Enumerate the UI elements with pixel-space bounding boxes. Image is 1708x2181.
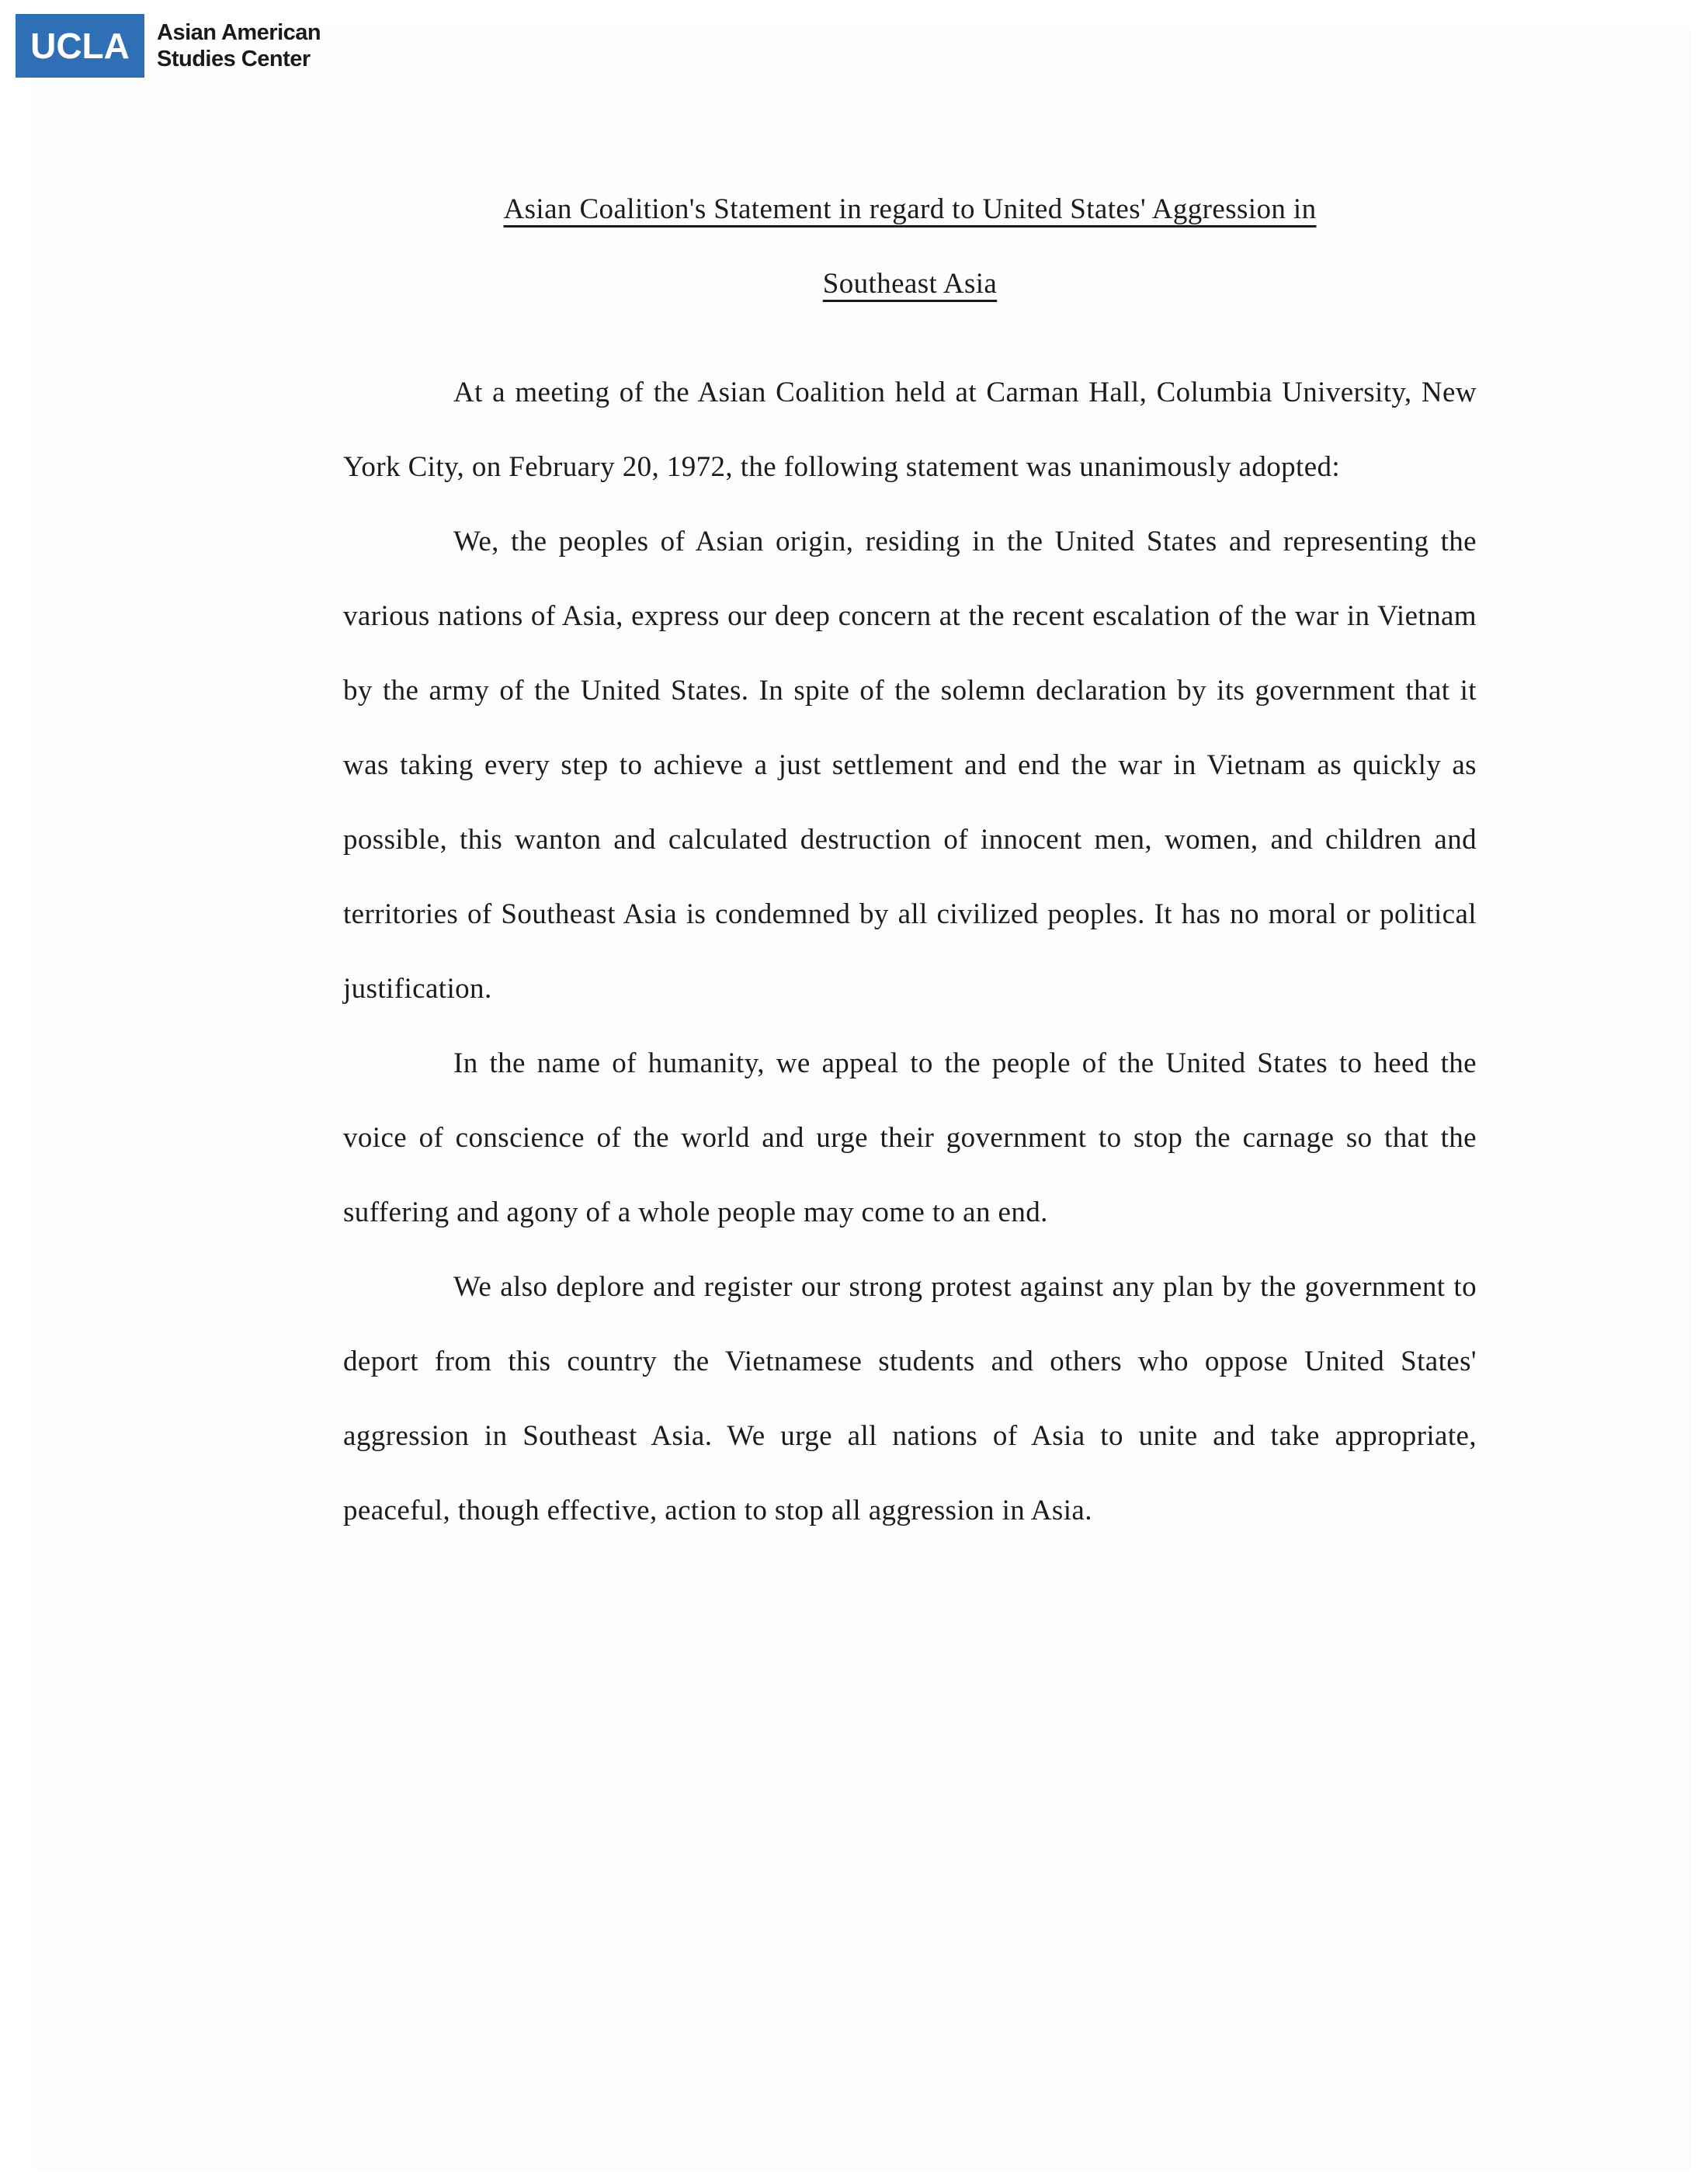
logo-line-2: Studies Center — [157, 47, 311, 71]
ucla-aasc-logo — [16, 14, 321, 78]
logo-wordmark — [157, 19, 321, 72]
paragraph-1: At a meeting of the Asian Coalition held at Carman Hall, Columbia University, New York City, on February 20, 1972, the following statement was unanimously adopted: — [343, 377, 1477, 483]
typed-statement — [343, 172, 1477, 1548]
statement-body — [343, 356, 1477, 1548]
logo-line-1: Asian American — [157, 20, 321, 45]
paragraph-2: We, the peoples of Asian origin, residing in the United States and representing the various nations of Asia, express our deep concern at the recent escalation of the war in Vietnam by the army of the United States. In spite of the solemn declaration by its government that it was taking every step to achieve a just settlement and end the war in Vietnam as quickly as possible, this wanton and calculated destruction of innocent men, women, and children and territories of Southeast Asia is condemned by all civilized peoples. It has no moral or political justification. — [343, 526, 1477, 1005]
title-line-1: Asian Coalition's Statement in regard to United States' Aggression in — [503, 193, 1317, 225]
document-title — [343, 172, 1477, 321]
paragraph-4: We also deplore and register our strong protest against any plan by the government to deport from this country the Vietnamese students and others who oppose United States' aggression in Southeast Asia. We urge all nations of Asia to unite and take appropriate, peaceful, though effective, action to stop all aggression in Asia. — [343, 1271, 1477, 1526]
title-line-2: Southeast Asia — [822, 268, 998, 300]
ucla-logo-mark: UCLA — [16, 14, 144, 78]
paragraph-3: In the name of humanity, we appeal to the people of the United States to heed the voice of conscience of the world and urge their government to stop the carnage so that the suffering and agony of a whole people may come to an end. — [343, 1047, 1477, 1228]
